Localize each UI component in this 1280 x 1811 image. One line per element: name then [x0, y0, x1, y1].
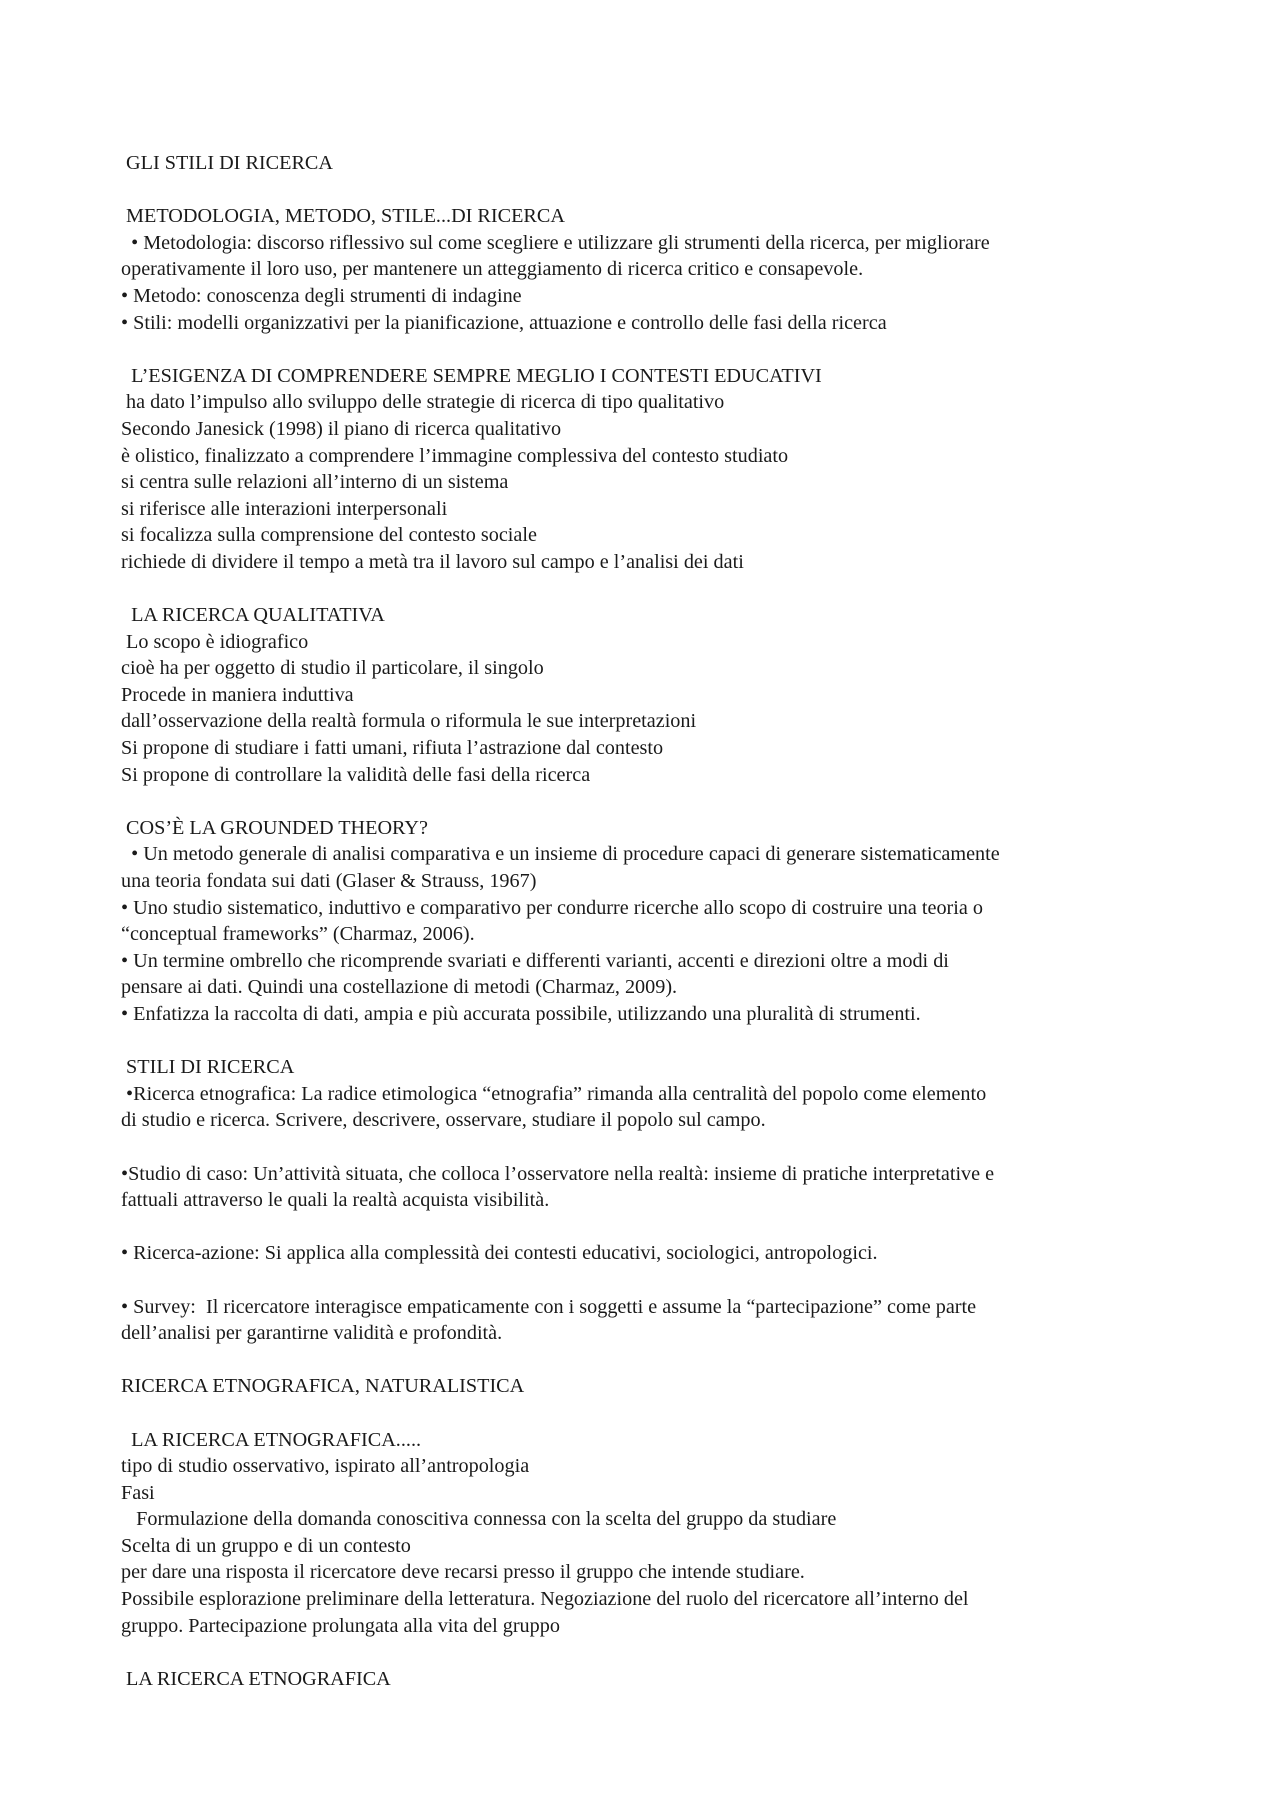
text-line: [121, 1214, 1171, 1241]
section-heading: COS’È LA GROUNDED THEORY?: [121, 816, 428, 839]
text-line: • Un metodo generale di analisi comparativa e un insieme di procedure capaci di generare sistematicamente: [121, 843, 1000, 866]
section-heading: LA RICERCA QUALITATIVA: [121, 604, 385, 627]
text-line: Possibile esplorazione preliminare della letteratura. Negoziazione del ruolo del ricercatore all’interno del: [121, 1588, 969, 1611]
text-line: Lo scopo è idiografico: [121, 630, 309, 653]
text-line: di studio e ricerca. Scrivere, descrivere, osservare, studiare il popolo sul campo.: [121, 1109, 766, 1132]
text-line: per dare una risposta il ricercatore deve recarsi presso il gruppo che intende studiare.: [121, 1561, 805, 1584]
text-line: • Ricerca-azione: Si applica alla complessità dei contesti educativi, sociologici, antropologici.: [121, 1242, 878, 1265]
spacer: [121, 1347, 1171, 1374]
text-line: ha dato l’impulso allo sviluppo delle strategie di ricerca di tipo qualitativo: [121, 391, 725, 414]
text-line: • Un termine ombrello che ricomprende svariati e differenti varianti, accenti e direzioni oltre a modi di: [121, 949, 949, 972]
text-line: • Survey: Il ricercatore interagisce empaticamente con i soggetti e assume la “partecipazione” come parte: [121, 1295, 977, 1318]
text-line: [121, 1267, 1171, 1294]
text-line: •Ricerca etnografica: La radice etimologica “etnografia” rimanda alla centralità del popolo come elemento: [121, 1082, 987, 1105]
text-line: si centra sulle relazioni all’interno di un sistema: [121, 471, 509, 494]
text-line: Procede in maniera induttiva: [121, 683, 354, 706]
spacer: [121, 177, 1171, 204]
text-line: è olistico, finalizzato a comprendere l’immagine complessiva del contesto studiato: [121, 444, 789, 467]
text-line: Si propone di controllare la validità delle fasi della ricerca: [121, 763, 591, 786]
document-page: [121, 150, 1171, 1692]
text-line: [121, 1134, 1171, 1161]
text-line: Secondo Janesick (1998) il piano di ricerca qualitativo: [121, 417, 562, 440]
section-heading: METODOLOGIA, METODO, STILE...DI RICERCA: [121, 205, 565, 228]
text-line: Scelta di un gruppo e di un contesto: [121, 1534, 411, 1557]
text-line: una teoria fondata sui dati (Glaser & Strauss, 1967): [121, 870, 537, 893]
spacer: [121, 1639, 1171, 1666]
text-line: cioè ha per oggetto di studio il particolare, il singolo: [121, 657, 544, 680]
spacer: [121, 788, 1171, 815]
text-line: Si propone di studiare i fatti umani, rifiuta l’astrazione dal contesto: [121, 737, 664, 760]
section-heading: GLI STILI DI RICERCA: [121, 152, 333, 174]
text-line: Fasi: [121, 1481, 155, 1504]
section-heading: L’ESIGENZA DI COMPRENDERE SEMPRE MEGLIO I CONTESTI EDUCATIVI: [121, 364, 822, 387]
spacer: [121, 1028, 1171, 1055]
text-line: • Uno studio sistematico, induttivo e comparativo per condurre ricerche allo scopo di costruire una teoria o: [121, 896, 983, 919]
section-heading: LA RICERCA ETNOGRAFICA: [121, 1667, 391, 1690]
text-line: • Enfatizza la raccolta di dati, ampia e più accurata possibile, utilizzando una pluralità di strumenti.: [121, 1003, 921, 1025]
text-line: tipo di studio osservativo, ispirato all’antropologia: [121, 1455, 530, 1478]
text-line: si focalizza sulla comprensione del contesto sociale: [121, 524, 537, 547]
text-line: operativamente il loro uso, per mantenere un atteggiamento di ricerca critico e consapevole.: [121, 258, 864, 281]
section-heading: RICERCA ETNOGRAFICA, NATURALISTICA: [121, 1375, 525, 1398]
text-line: •Studio di caso: Un’attività situata, che colloca l’osservatore nella realtà: insieme di pratiche interpretative e: [121, 1162, 995, 1185]
text-line: fattuali attraverso le quali la realtà acquista visibilità.: [121, 1189, 550, 1212]
text-line: si riferisce alle interazioni interpersonali: [121, 497, 448, 520]
text-line: Formulazione della domanda conoscitiva connessa con la scelta del gruppo da studiare: [121, 1508, 837, 1531]
section-heading: STILI DI RICERCA: [121, 1056, 295, 1079]
spacer: [121, 1400, 1171, 1427]
text-line: • Stili: modelli organizzativi per la pianificazione, attuazione e controllo delle fasi della ricerca: [121, 311, 887, 334]
spacer: [121, 336, 1171, 363]
text-line: richiede di dividere il tempo a metà tra il lavoro sul campo e l’analisi dei dati: [121, 550, 744, 573]
text-line: pensare ai dati. Quindi una costellazione di metodi (Charmaz, 2009).: [121, 976, 678, 999]
text-line: dall’osservazione della realtà formula o riformula le sue interpretazioni: [121, 710, 697, 733]
text-line: “conceptual frameworks” (Charmaz, 2006).: [121, 923, 475, 946]
text-line: • Metodo: conoscenza degli strumenti di indagine: [121, 284, 522, 307]
text-line: dell’analisi per garantirne validità e profondità.: [121, 1322, 503, 1345]
text-line: gruppo. Partecipazione prolungata alla vita del gruppo: [121, 1614, 560, 1637]
section-heading: LA RICERCA ETNOGRAFICA.....: [121, 1428, 422, 1451]
spacer: [121, 576, 1171, 603]
text-line: • Metodologia: discorso riflessivo sul come scegliere e utilizzare gli strumenti della ricerca, per migliorare: [121, 231, 990, 254]
